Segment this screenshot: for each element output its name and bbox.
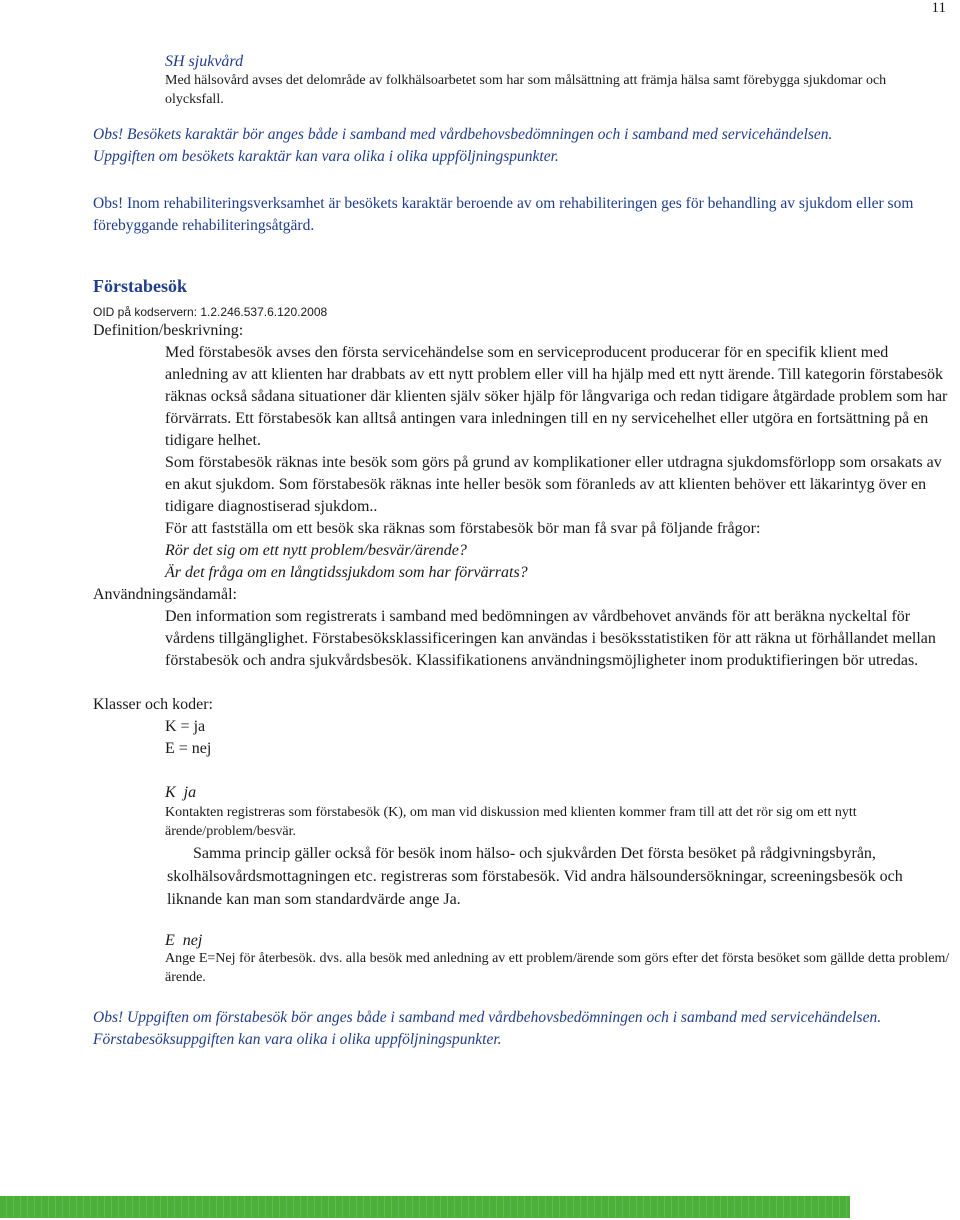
k-text: Kontakten registreras som förstabesök (K), om man vid diskussion med klienten kommer fram till att det rör sig om ett nytt ärende/problem/besvär. — [165, 805, 857, 839]
definition-paragraph-2: Som förstabesök räknas inte besök som görs på grund av komplikationer eller utdragna sjukdomsförlopp som orsakats av en akut sjukdom. Som förstabesök räknas inte heller besök som föranleds av att klienten behöver ett läkarintyg över en tidigare diagnostiserad sjukdom.. — [165, 454, 942, 515]
usage-label: Användningsändamål: — [93, 586, 237, 603]
sh-text: Med hälsovård avses det delområde av folkhälsoarbetet som har som målsättning att främja hälsa samt förebygga sjukdomar och olycksfall. — [165, 73, 887, 107]
obs1-line2: Uppgiften om besökets karaktär kan vara olika i olika uppföljningspunkter. — [93, 148, 559, 165]
definition-paragraph-3: För att fastställa om ett besök ska räknas som förstabesök bör man få svar på följande frågor: — [165, 520, 761, 537]
definition-paragraph-1: Med förstabesök avses den första servicehändelse som en serviceproducent producerar för en specifik klient med anledning av att klienten har drabbats av ett nytt problem eller vill ha hjälp med ett nytt ärende. Till kategorin förstabesök räknas också sådana situationer där klienten själv söker hjälp för långvariga och redan tidigare åtgärdade problem som har förvärrats. Ett förstabesök kan alltså antingen vara inledningen till en ny servicehelhet eller utgöra en fortsättning på en tidigare helhet. — [165, 344, 948, 449]
definition-label: Definition/beskrivning: — [93, 322, 244, 339]
section-heading: Förstabesök — [93, 276, 187, 296]
e-text: Ange E=Nej för återbesök. dvs. alla besök med anledning av ett problem/ärende som görs efter det första besöket som gällde detta problem/ärende. — [165, 951, 950, 985]
sh-title: SH sjukvård — [165, 53, 244, 70]
code-k: K = ja — [165, 718, 206, 735]
k-title: K ja — [165, 784, 197, 801]
usage-text: Den information som registrerats i samband med bedömningen av vårdbehovet används för att beräkna nyckeltal för vårdens tillgänglighet. Förstabesöksklassificeringen kan användas i besöksstatistiken för att räkna ut förhållandet mellan förstabesök och andra sjukvårdsbesök. Klassifikationens användningsmöjligheter inom produktifieringen bör utredas. — [165, 608, 936, 669]
k-extra-text: Samma princip gäller också för besök inom hälso- och sjukvården Det första besöket på rådgivningsbyrån, skolhälsovårdsmottagningen etc. registreras som förstabesök. Vid andra hälsoundersökningar, screeningsbesök och liknande kan man som standardvärde ange Ja. — [167, 845, 903, 908]
obs1-line1: Obs! Besökets karaktär bör anges både i samband med vårdbehovsbedömningen och i samband med servicehändelsen. — [93, 126, 833, 143]
page-number: 11 — [931, 0, 946, 16]
classes-label: Klasser och koder: — [93, 696, 213, 713]
obs2-text: Obs! Inom rehabiliteringsverksamhet är besökets karaktär beroende av om rehabiliteringen ges för behandling av sjukdom eller som förebyggande rehabiliteringsåtgärd. — [93, 195, 914, 234]
code-e: E = nej — [165, 740, 212, 757]
oid-text: OID på kodservern: 1.2.246.537.6.120.2008 — [93, 305, 328, 319]
e-title: E nej — [165, 932, 203, 949]
footer-green-bar — [0, 1196, 850, 1218]
question-2: Är det fråga om en långtidssjukdom som har förvärrats? — [165, 564, 528, 581]
obs3-text: Obs! Uppgiften om förstabesök bör anges både i samband med vårdbehovsbedömningen och i samband med servicehändelsen. Förstabesöksuppgiften kan vara olika i olika uppföljningspunkter. — [93, 1009, 882, 1048]
question-1: Rör det sig om ett nytt problem/besvär/ärende? — [165, 542, 467, 559]
